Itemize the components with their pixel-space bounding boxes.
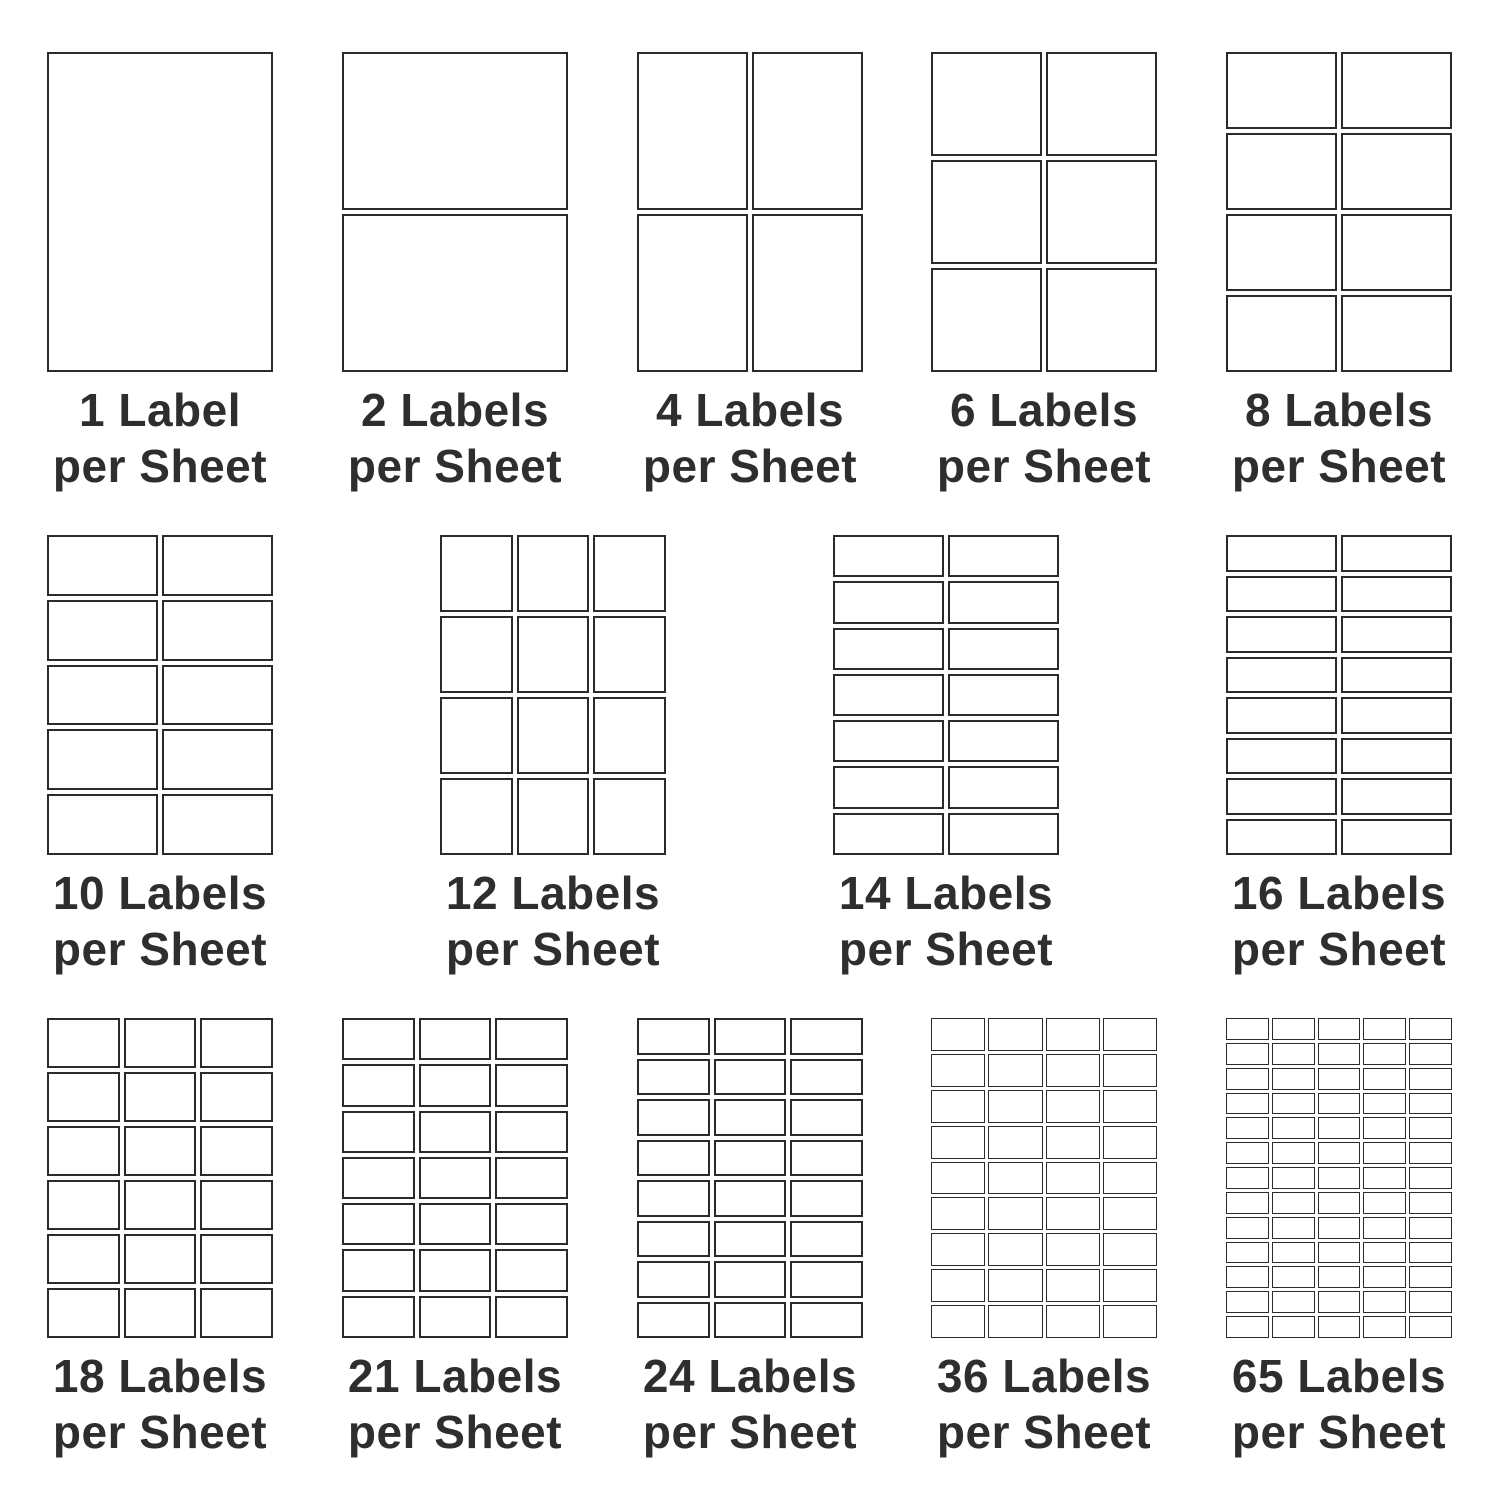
caption-count: 4 Labels bbox=[655, 384, 845, 436]
label-cell bbox=[1226, 1217, 1269, 1239]
label-cell bbox=[419, 1111, 492, 1153]
label-cell bbox=[790, 1180, 863, 1217]
label-cell bbox=[1363, 1043, 1406, 1065]
label-cell bbox=[833, 674, 944, 716]
caption-per-sheet: per Sheet bbox=[1231, 923, 1447, 975]
label-cell bbox=[790, 1140, 863, 1177]
sheet-diagram bbox=[47, 1018, 273, 1338]
label-cell bbox=[1272, 1217, 1315, 1239]
label-cell bbox=[200, 1288, 273, 1338]
label-cell bbox=[1363, 1068, 1406, 1090]
label-cell bbox=[440, 616, 513, 693]
label-cell bbox=[1409, 1043, 1452, 1065]
label-cell bbox=[1341, 819, 1452, 856]
caption-count: 65 Labels bbox=[1231, 1350, 1447, 1402]
label-cell bbox=[1046, 52, 1157, 156]
label-cell bbox=[1409, 1217, 1452, 1239]
label-cell bbox=[124, 1180, 197, 1230]
label-cell bbox=[714, 1261, 787, 1298]
label-cell bbox=[1226, 576, 1337, 613]
label-cell bbox=[931, 52, 1042, 156]
label-cell bbox=[1341, 535, 1452, 572]
label-cell bbox=[1318, 1291, 1361, 1313]
label-cell bbox=[1363, 1291, 1406, 1313]
label-cell bbox=[1318, 1316, 1361, 1338]
label-cell bbox=[1226, 819, 1337, 856]
label-cell bbox=[833, 581, 944, 623]
sheet-diagram bbox=[342, 1018, 568, 1338]
label-cell bbox=[342, 52, 568, 210]
label-cell bbox=[931, 1090, 985, 1123]
label-cell bbox=[1318, 1142, 1361, 1164]
layout-caption bbox=[7, 865, 313, 977]
caption-count: 2 Labels bbox=[360, 384, 550, 436]
label-cell bbox=[47, 1072, 120, 1122]
label-cell bbox=[200, 1180, 273, 1230]
label-cell bbox=[714, 1302, 787, 1339]
label-cell bbox=[637, 214, 748, 372]
label-cell bbox=[47, 794, 158, 855]
label-cell bbox=[637, 1302, 710, 1339]
sheet-diagram bbox=[440, 535, 666, 855]
label-cell bbox=[752, 52, 863, 210]
label-cell bbox=[931, 1233, 985, 1266]
label-cell bbox=[1046, 1162, 1100, 1195]
label-cell bbox=[1318, 1068, 1361, 1090]
label-cell bbox=[1363, 1266, 1406, 1288]
layout-caption bbox=[1186, 865, 1492, 977]
sheet-diagram bbox=[1226, 535, 1452, 855]
layout-caption bbox=[302, 382, 608, 494]
label-cell bbox=[342, 1064, 415, 1106]
caption-per-sheet: per Sheet bbox=[936, 440, 1152, 492]
label-cell bbox=[948, 813, 1059, 855]
label-cell bbox=[988, 1054, 1042, 1087]
label-cell bbox=[1103, 1018, 1157, 1051]
label-cell bbox=[948, 766, 1059, 808]
label-cell bbox=[419, 1203, 492, 1245]
label-cell bbox=[1226, 133, 1337, 210]
layout-caption bbox=[891, 382, 1197, 494]
label-cell bbox=[790, 1261, 863, 1298]
label-cell bbox=[342, 1157, 415, 1199]
label-cell bbox=[790, 1059, 863, 1096]
label-cell bbox=[342, 214, 568, 372]
label-cell bbox=[1046, 1269, 1100, 1302]
label-cell bbox=[752, 214, 863, 372]
label-cell bbox=[1341, 616, 1452, 653]
label-cell bbox=[637, 1099, 710, 1136]
label-cell bbox=[1226, 214, 1337, 291]
label-cell bbox=[931, 268, 1042, 372]
label-cell bbox=[1409, 1242, 1452, 1264]
label-cell bbox=[1103, 1305, 1157, 1338]
caption-count: 24 Labels bbox=[642, 1350, 858, 1402]
label-cell bbox=[124, 1234, 197, 1284]
label-cell bbox=[47, 1180, 120, 1230]
caption-per-sheet: per Sheet bbox=[936, 1406, 1152, 1458]
label-cell bbox=[931, 1269, 985, 1302]
label-cell bbox=[1341, 738, 1452, 775]
label-cell bbox=[495, 1018, 568, 1060]
caption-count: 12 Labels bbox=[445, 867, 661, 919]
label-cell bbox=[988, 1090, 1042, 1123]
label-cell bbox=[124, 1018, 197, 1068]
caption-per-sheet: per Sheet bbox=[347, 1406, 563, 1458]
label-cell bbox=[931, 1126, 985, 1159]
label-cell bbox=[1046, 1197, 1100, 1230]
label-cell bbox=[47, 535, 158, 596]
label-cell bbox=[1103, 1126, 1157, 1159]
label-cell bbox=[1046, 1054, 1100, 1087]
label-cell bbox=[1103, 1269, 1157, 1302]
label-cell bbox=[988, 1162, 1042, 1195]
label-cell bbox=[948, 720, 1059, 762]
sheet-diagram bbox=[342, 52, 568, 372]
caption-per-sheet: per Sheet bbox=[52, 923, 268, 975]
label-cell bbox=[637, 1018, 710, 1055]
label-cell bbox=[1318, 1043, 1361, 1065]
label-cell bbox=[948, 581, 1059, 623]
label-cell bbox=[1272, 1242, 1315, 1264]
layout-caption bbox=[302, 1348, 608, 1460]
label-cell bbox=[988, 1018, 1042, 1051]
caption-count: 1 Label bbox=[78, 384, 241, 436]
label-cell bbox=[1341, 778, 1452, 815]
label-cell bbox=[1046, 1305, 1100, 1338]
label-cell bbox=[637, 1261, 710, 1298]
label-cell bbox=[1341, 697, 1452, 734]
label-cell bbox=[1341, 133, 1452, 210]
label-cell bbox=[495, 1064, 568, 1106]
label-cell bbox=[1046, 1018, 1100, 1051]
label-cell bbox=[1363, 1192, 1406, 1214]
label-cell bbox=[517, 535, 590, 612]
label-cell bbox=[1272, 1117, 1315, 1139]
sheet-diagram bbox=[931, 1018, 1157, 1338]
sheet-diagram bbox=[637, 1018, 863, 1338]
caption-per-sheet: per Sheet bbox=[838, 923, 1054, 975]
label-cell bbox=[1272, 1291, 1315, 1313]
label-cell bbox=[200, 1018, 273, 1068]
label-cell bbox=[200, 1234, 273, 1284]
label-cell bbox=[1226, 657, 1337, 694]
label-cell bbox=[1363, 1018, 1406, 1040]
label-cell bbox=[1046, 268, 1157, 372]
label-cell bbox=[1272, 1316, 1315, 1338]
caption-per-sheet: per Sheet bbox=[642, 440, 858, 492]
label-cell bbox=[637, 1221, 710, 1258]
label-cell bbox=[1226, 616, 1337, 653]
label-cell bbox=[517, 616, 590, 693]
layout-caption bbox=[7, 382, 313, 494]
label-cell bbox=[47, 1018, 120, 1068]
label-cell bbox=[1409, 1117, 1452, 1139]
label-cell bbox=[342, 1203, 415, 1245]
label-cell bbox=[1046, 1126, 1100, 1159]
layout-caption bbox=[793, 865, 1099, 977]
label-cell bbox=[790, 1099, 863, 1136]
label-cell bbox=[637, 1059, 710, 1096]
label-cell bbox=[1226, 1068, 1269, 1090]
label-cell bbox=[1046, 1090, 1100, 1123]
label-cell bbox=[1226, 1291, 1269, 1313]
caption-per-sheet: per Sheet bbox=[52, 1406, 268, 1458]
label-cell bbox=[47, 52, 273, 372]
label-cell bbox=[419, 1296, 492, 1338]
label-cell bbox=[1341, 295, 1452, 372]
sheet-diagram bbox=[47, 52, 273, 372]
layout-caption bbox=[400, 865, 706, 977]
label-cell bbox=[931, 1054, 985, 1087]
label-cell bbox=[1272, 1018, 1315, 1040]
label-cell bbox=[948, 674, 1059, 716]
label-cell bbox=[124, 1288, 197, 1338]
label-cell bbox=[714, 1221, 787, 1258]
label-cell bbox=[988, 1305, 1042, 1338]
caption-per-sheet: per Sheet bbox=[642, 1406, 858, 1458]
label-cell bbox=[47, 1288, 120, 1338]
label-cell bbox=[200, 1126, 273, 1176]
label-cell bbox=[1272, 1142, 1315, 1164]
label-cell bbox=[1409, 1291, 1452, 1313]
label-cell bbox=[714, 1099, 787, 1136]
caption-per-sheet: per Sheet bbox=[347, 440, 563, 492]
sheet-diagram bbox=[1226, 1018, 1452, 1338]
label-cell bbox=[1341, 52, 1452, 129]
label-cell bbox=[1226, 1142, 1269, 1164]
label-cell bbox=[419, 1249, 492, 1291]
label-cell bbox=[1103, 1197, 1157, 1230]
label-cell bbox=[495, 1249, 568, 1291]
label-cell bbox=[1363, 1093, 1406, 1115]
label-cell bbox=[1226, 535, 1337, 572]
caption-count: 6 Labels bbox=[949, 384, 1139, 436]
label-cell bbox=[1103, 1233, 1157, 1266]
label-cell bbox=[833, 720, 944, 762]
caption-per-sheet: per Sheet bbox=[445, 923, 661, 975]
label-cell bbox=[714, 1018, 787, 1055]
label-cell bbox=[1046, 160, 1157, 264]
label-cell bbox=[1226, 1043, 1269, 1065]
label-cell bbox=[593, 535, 666, 612]
label-cell bbox=[342, 1296, 415, 1338]
sheet-diagram bbox=[47, 535, 273, 855]
label-cell bbox=[1318, 1217, 1361, 1239]
layout-caption bbox=[891, 1348, 1197, 1460]
label-cell bbox=[47, 1234, 120, 1284]
sheet-diagram bbox=[1226, 52, 1452, 372]
label-cell bbox=[124, 1126, 197, 1176]
label-cell bbox=[1341, 576, 1452, 613]
label-cell bbox=[1103, 1162, 1157, 1195]
label-cell bbox=[1363, 1316, 1406, 1338]
label-cell bbox=[1341, 214, 1452, 291]
label-cell bbox=[988, 1233, 1042, 1266]
label-cell bbox=[162, 535, 273, 596]
label-cell bbox=[200, 1072, 273, 1122]
sheet-diagram bbox=[637, 52, 863, 372]
caption-count: 10 Labels bbox=[52, 867, 268, 919]
label-cell bbox=[833, 813, 944, 855]
caption-count: 8 Labels bbox=[1244, 384, 1434, 436]
label-cell bbox=[714, 1059, 787, 1096]
label-cell bbox=[419, 1064, 492, 1106]
label-cell bbox=[637, 1180, 710, 1217]
caption-per-sheet: per Sheet bbox=[1231, 440, 1447, 492]
label-cell bbox=[1226, 778, 1337, 815]
label-cell bbox=[47, 600, 158, 661]
label-cell bbox=[931, 1162, 985, 1195]
label-cell bbox=[790, 1302, 863, 1339]
label-cell bbox=[342, 1111, 415, 1153]
caption-count: 18 Labels bbox=[52, 1350, 268, 1402]
label-cell bbox=[1226, 697, 1337, 734]
label-cell bbox=[593, 616, 666, 693]
label-cell bbox=[1226, 1167, 1269, 1189]
label-cell bbox=[440, 697, 513, 774]
label-cell bbox=[47, 729, 158, 790]
label-cell bbox=[495, 1157, 568, 1199]
label-cell bbox=[1226, 738, 1337, 775]
label-cell bbox=[1409, 1316, 1452, 1338]
label-cell bbox=[1409, 1266, 1452, 1288]
label-cell bbox=[1363, 1167, 1406, 1189]
label-cell bbox=[1318, 1018, 1361, 1040]
label-cell bbox=[931, 1305, 985, 1338]
label-cell bbox=[1226, 1093, 1269, 1115]
layout-caption bbox=[7, 1348, 313, 1460]
label-cell bbox=[1318, 1117, 1361, 1139]
label-cell bbox=[1318, 1093, 1361, 1115]
label-cell bbox=[1363, 1217, 1406, 1239]
label-cell bbox=[440, 778, 513, 855]
label-cell bbox=[1318, 1192, 1361, 1214]
label-cell bbox=[1272, 1068, 1315, 1090]
label-cell bbox=[714, 1140, 787, 1177]
label-cell bbox=[988, 1269, 1042, 1302]
label-cell bbox=[517, 778, 590, 855]
label-cell bbox=[1409, 1167, 1452, 1189]
label-cell bbox=[440, 535, 513, 612]
sheet-diagram bbox=[833, 535, 1059, 855]
label-cell bbox=[162, 665, 273, 726]
label-cell bbox=[162, 729, 273, 790]
label-cell bbox=[419, 1157, 492, 1199]
label-cell bbox=[162, 600, 273, 661]
label-cell bbox=[495, 1203, 568, 1245]
label-cell bbox=[948, 535, 1059, 577]
label-cell bbox=[419, 1018, 492, 1060]
label-cell bbox=[1409, 1142, 1452, 1164]
label-cell bbox=[988, 1197, 1042, 1230]
label-cell bbox=[517, 697, 590, 774]
label-cell bbox=[1103, 1054, 1157, 1087]
label-cell bbox=[1226, 1316, 1269, 1338]
label-cell bbox=[1272, 1093, 1315, 1115]
label-cell bbox=[988, 1126, 1042, 1159]
layout-caption bbox=[1186, 382, 1492, 494]
layout-caption bbox=[597, 382, 903, 494]
label-cell bbox=[593, 778, 666, 855]
label-cell bbox=[162, 794, 273, 855]
label-cell bbox=[1318, 1242, 1361, 1264]
layout-caption bbox=[597, 1348, 903, 1460]
caption-count: 16 Labels bbox=[1231, 867, 1447, 919]
label-cell bbox=[790, 1221, 863, 1258]
label-cell bbox=[1226, 1266, 1269, 1288]
label-cell bbox=[1341, 657, 1452, 694]
label-cell bbox=[1226, 1117, 1269, 1139]
label-cell bbox=[790, 1018, 863, 1055]
label-cell bbox=[495, 1296, 568, 1338]
caption-per-sheet: per Sheet bbox=[1231, 1406, 1447, 1458]
label-cell bbox=[931, 1018, 985, 1051]
label-cell bbox=[931, 1197, 985, 1230]
label-cell bbox=[1363, 1142, 1406, 1164]
label-cell bbox=[1226, 52, 1337, 129]
layout-caption bbox=[1186, 1348, 1492, 1460]
label-cell bbox=[1226, 1242, 1269, 1264]
label-cell bbox=[47, 1126, 120, 1176]
label-cell bbox=[593, 697, 666, 774]
caption-count: 36 Labels bbox=[936, 1350, 1152, 1402]
label-cell bbox=[1409, 1192, 1452, 1214]
label-cell bbox=[1409, 1018, 1452, 1040]
label-cell bbox=[1363, 1117, 1406, 1139]
caption-count: 21 Labels bbox=[347, 1350, 563, 1402]
label-cell bbox=[1272, 1192, 1315, 1214]
label-cell bbox=[1318, 1266, 1361, 1288]
label-cell bbox=[1318, 1167, 1361, 1189]
label-cell bbox=[833, 535, 944, 577]
caption-count: 14 Labels bbox=[838, 867, 1054, 919]
label-cell bbox=[342, 1249, 415, 1291]
label-cell bbox=[1409, 1068, 1452, 1090]
label-cell bbox=[1103, 1090, 1157, 1123]
label-cell bbox=[1272, 1043, 1315, 1065]
label-cell bbox=[948, 628, 1059, 670]
label-cell bbox=[714, 1180, 787, 1217]
label-cell bbox=[47, 665, 158, 726]
label-cell bbox=[833, 628, 944, 670]
label-cell bbox=[342, 1018, 415, 1060]
label-cell bbox=[1272, 1266, 1315, 1288]
label-cell bbox=[1409, 1093, 1452, 1115]
label-cell bbox=[931, 160, 1042, 264]
label-cell bbox=[1226, 295, 1337, 372]
label-cell bbox=[495, 1111, 568, 1153]
label-cell bbox=[833, 766, 944, 808]
label-cell bbox=[1363, 1242, 1406, 1264]
label-cell bbox=[637, 1140, 710, 1177]
caption-per-sheet: per Sheet bbox=[52, 440, 268, 492]
label-cell bbox=[1272, 1167, 1315, 1189]
sheet-diagram bbox=[931, 52, 1157, 372]
label-cell bbox=[1226, 1018, 1269, 1040]
label-cell bbox=[1226, 1192, 1269, 1214]
label-cell bbox=[1046, 1233, 1100, 1266]
label-cell bbox=[124, 1072, 197, 1122]
label-cell bbox=[637, 52, 748, 210]
